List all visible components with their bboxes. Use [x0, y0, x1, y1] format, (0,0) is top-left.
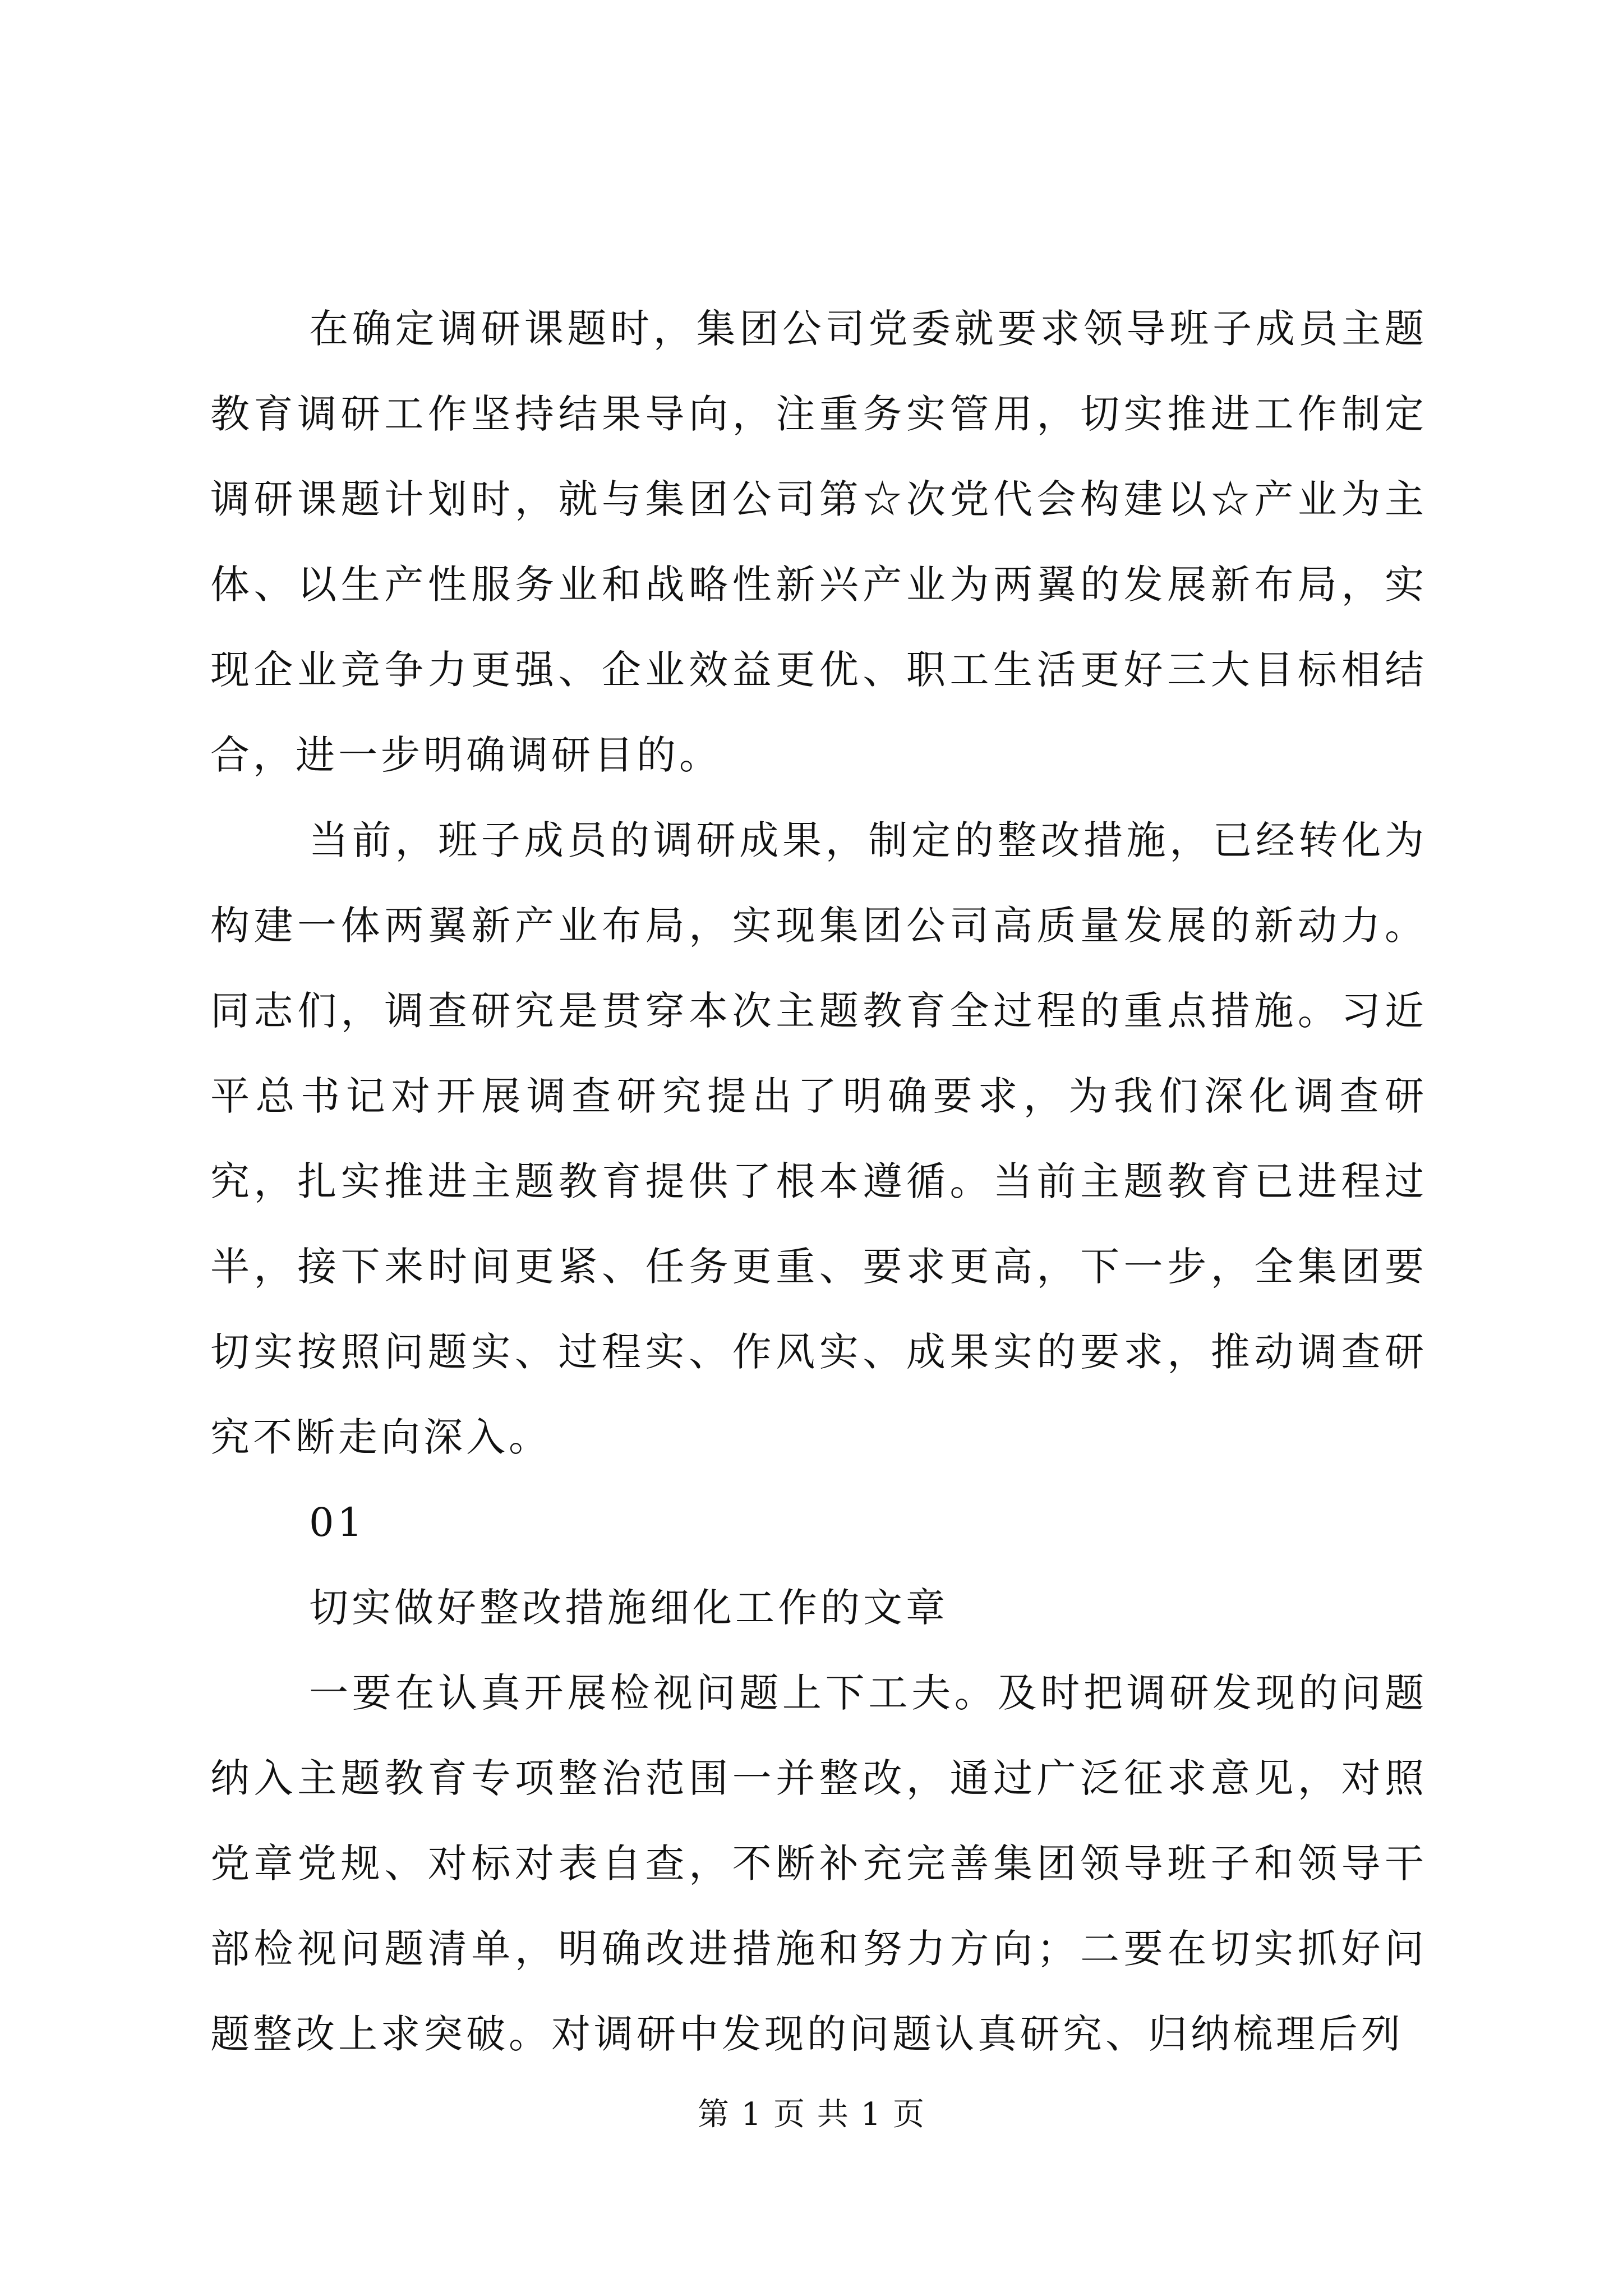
section-heading: 切实做好整改措施细化工作的文章	[309, 1585, 948, 1631]
section-number: 01	[309, 1499, 366, 1545]
page-footer: 第 1 页 共 1 页	[697, 2096, 926, 2133]
paragraph-rectification: 一要在认真开展检视问题上下工夫。及时把调研发现的问题纳入主题教育专项整治范围一并整改，通过广泛征求意见，对照党章党规、对标对表自查，不断补充完善集团领导班子和领导干部检视问题清单，明确改进措施和努力方向；二要在切实抓好问题整改上求突破。对调研中发现的问题认真研究、归纳梳理后列	[210, 1670, 1427, 2057]
paragraph-research-topic: 在确定调研课题时，集团公司党委就要求领导班子成员主题教育调研工作坚持结果导向，注重务实管用，切实推进工作制定调研课题计划时，就与集团公司第☆次党代会构建以☆产业为主体、以生产性服务业和战略性新兴产业为两翼的发展新布局，实现企业竞争力更强、企业效益更优、职工生活更好三大目标相结合，进一步明确调研目的。	[210, 306, 1427, 778]
document-body	[210, 286, 1427, 2077]
paragraph-current-progress: 当前，班子成员的调研成果，制定的整改措施，已经转化为构建一体两翼新产业布局，实现集团公司高质量发展的新动力。同志们，调查研究是贯穿本次主题教育全过程的重点措施。习近平总书记对开展调查研究提出了明确要求，为我们深化调查研究，扎实推进主题教育提供了根本遵循。当前主题教育已进程过半，接下来时间更紧、任务更重、要求更高，下一步，全集团要切实按照问题实、过程实、作风实、成果实的要求，推动调查研究不断走向深入。	[210, 817, 1427, 1460]
